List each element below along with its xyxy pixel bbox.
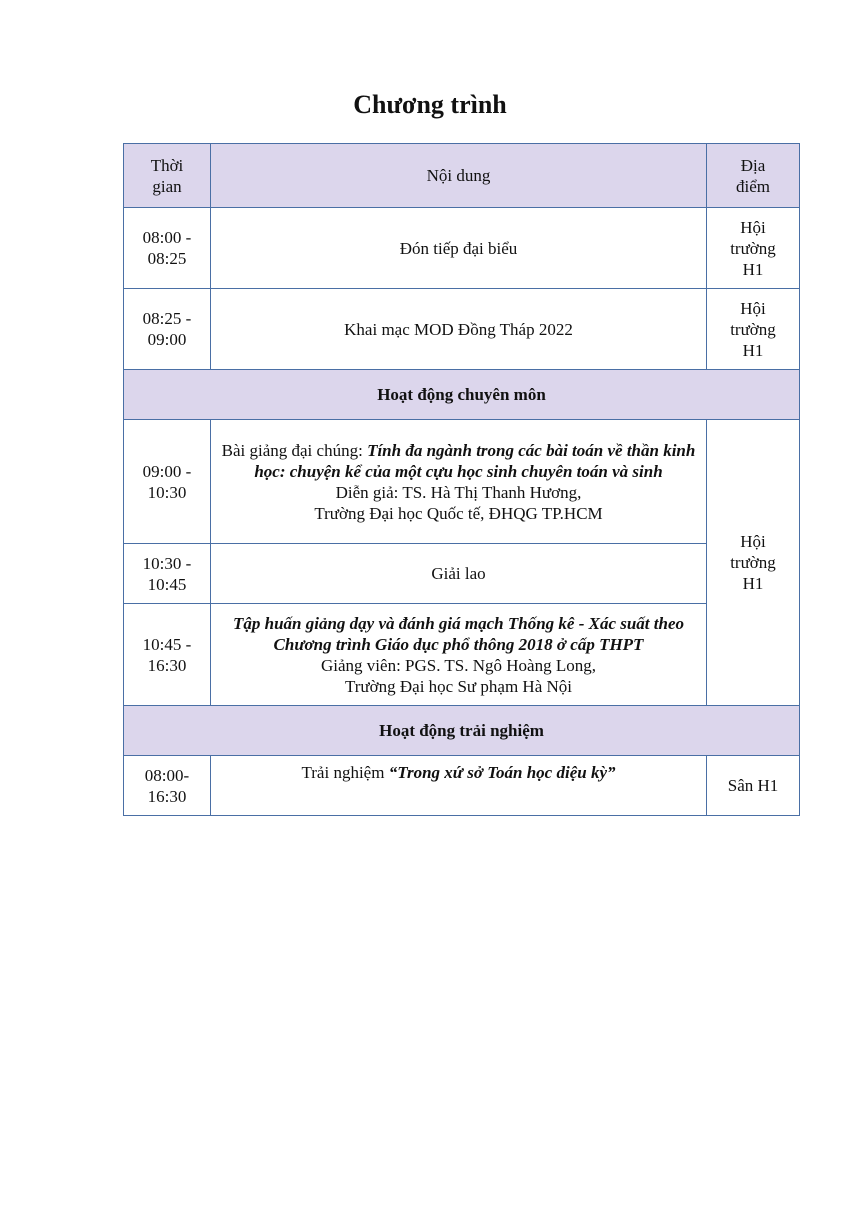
venue-cell: Hội trường H1 bbox=[707, 208, 800, 289]
session-title: Tập huấn giảng dạy và đánh giá mạch Thống kê - Xác suất theo Chương trình Giáo dục phổ thông 2018 ở cấp THPT bbox=[232, 613, 685, 654]
content-cell bbox=[211, 756, 707, 816]
table-row bbox=[124, 420, 800, 544]
session-affiliation: Trường Đại học Sư phạm Hà Nội bbox=[344, 676, 572, 696]
session-speaker: Diễn giả: TS. Hà Thị Thanh Hương, bbox=[335, 482, 582, 502]
section-heading-experience: Hoạt động trải nghiệm bbox=[124, 706, 800, 756]
session-title: Tính đa ngành trong các bài toán về thần kinh học: chuyện kể của một cựu học sinh chuyên toán và sinh bbox=[254, 440, 696, 481]
session-speaker: Giảng viên: PGS. TS. Ngô Hoàng Long, bbox=[321, 655, 596, 675]
section-row bbox=[124, 370, 800, 420]
time-cell: 08:00- 16:30 bbox=[124, 756, 211, 816]
table-row bbox=[124, 604, 800, 706]
session-affiliation: Trường Đại học Quốc tế, ĐHQG TP.HCM bbox=[314, 503, 603, 523]
session-prefix: Bài giảng đại chúng: bbox=[221, 440, 368, 460]
time-cell: 10:45 - 16:30 bbox=[124, 604, 211, 706]
content-cell: Đón tiếp đại biểu bbox=[211, 208, 707, 289]
content-cell: Giải lao bbox=[211, 544, 707, 604]
section-heading-professional: Hoạt động chuyên môn bbox=[124, 370, 800, 420]
time-cell: 08:00 - 08:25 bbox=[124, 208, 211, 289]
header-time: Thời gian bbox=[124, 144, 211, 208]
time-cell: 10:30 - 10:45 bbox=[124, 544, 211, 604]
content-cell: Khai mạc MOD Đồng Tháp 2022 bbox=[211, 289, 707, 370]
merged-venue-cell: Hội trường H1 bbox=[707, 420, 800, 706]
experience-title: “Trong xứ sở Toán học diệu kỳ” bbox=[388, 763, 616, 782]
header-venue: Địa điểm bbox=[707, 144, 800, 208]
table-row bbox=[124, 544, 800, 604]
schedule-table bbox=[123, 143, 800, 816]
content-cell bbox=[211, 604, 707, 706]
venue-cell: Hội trường H1 bbox=[707, 289, 800, 370]
table-row bbox=[124, 208, 800, 289]
time-cell: 09:00 - 10:30 bbox=[124, 420, 211, 544]
experience-prefix: Trải nghiệm bbox=[301, 763, 389, 782]
table-row bbox=[124, 289, 800, 370]
table-header-row bbox=[124, 144, 800, 208]
section-row bbox=[124, 706, 800, 756]
table-row bbox=[124, 756, 800, 816]
header-content: Nội dung bbox=[211, 144, 707, 208]
venue-cell: Sân H1 bbox=[707, 756, 800, 816]
time-cell: 08:25 - 09:00 bbox=[124, 289, 211, 370]
content-cell bbox=[211, 420, 707, 544]
page-title: Chương trình bbox=[353, 90, 507, 119]
